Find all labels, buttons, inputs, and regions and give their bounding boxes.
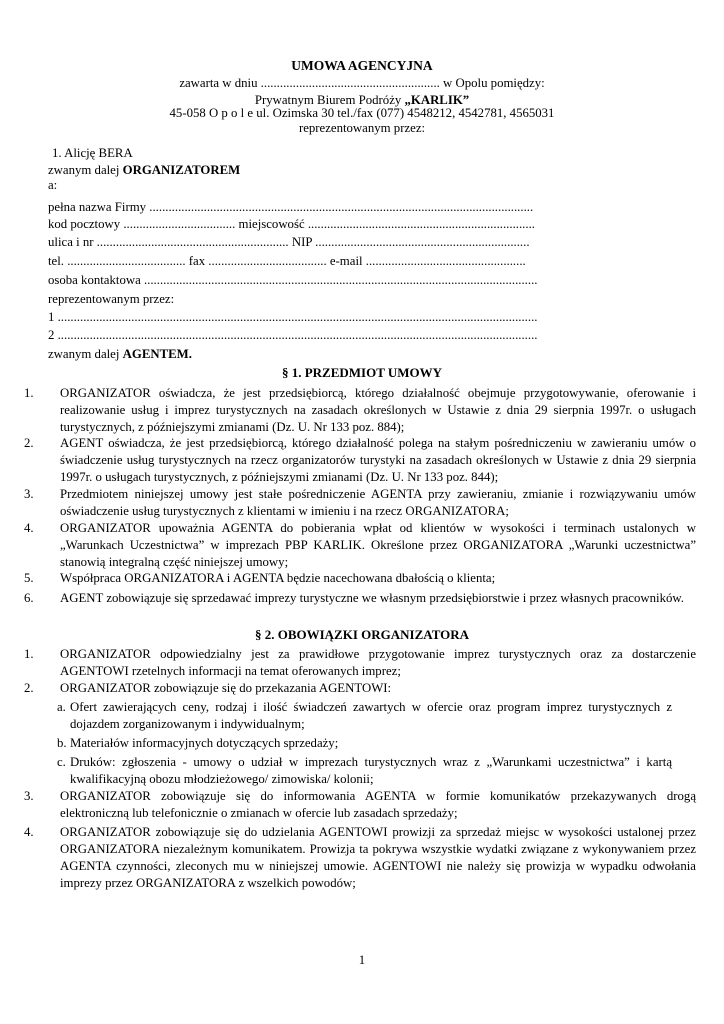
section2-heading: § 2. OBOWIĄZKI ORGANIZATORA <box>254 627 470 642</box>
street-nip-field: ulica i nr ............................................................ NIP ................................................................... <box>48 235 530 249</box>
agent-rep-1-field: 1 ...................................................................................................................................................... <box>48 310 538 324</box>
document-page: UMOWA AGENCYJNA zawarta w dniu ........................................................ w Opolu pomiędzy: Prywatnym Biurem Podróży „KARLIK” 45-058 O p o l e ul. Ozimska 30 tel./fax (077) 4548212, 4542781, 4565031 reprezentowanym przez: 1. Alicję BERA zwanym dalej ORGANIZATOREM a: pełna nazwa Firmy ........................................................................................................................ kod pocztowy ................................... miejscowość ....................................................................... ulica i nr ............................................................ NIP ................................................................... tel. ..................................... fax ..................................... e-mail .................................................. osoba kontaktowa ........................................................................................................................... reprezentowanym przez: 1 ...................................................................................................................................................... 2 ...................................................................................................................................................... zwanym dalej AGENTEM. § 1. PRZEDMIOT UMOWY 1. ORGANIZATOR oświadcza, że jest przedsiębiorcą, którego działalność obejmuje przygotowywanie, oferowanie i realizowanie usług i imprez turystycznych na zasadach określonych w Ustawie z dnia 29 sierpnia 1997r. o usługach turystycznych, z późniejszymi zmianami (Dz. U. Nr 133 poz. 884); 2. AGENT oświadcza, że jest przedsiębiorcą, którego działalność polega na stałym pośredniczeniu w zawieraniu umów o świadczenie usług turystycznych na rzecz organizatorów turystyki na zasadach określonych w Ustawie z dnia 29 sierpnia 1997r. o usługach turystycznych, z późniejszymi zmianami (Dz. U. Nr 133 poz. 844); 3. Przedmiotem niniejszej umowy jest stałe pośredniczenie AGENTA przy zawieraniu, zmianie i rozwiązywaniu umów oświadczenie usług turystycznych z klientami w imieniu i na rzecz ORGANIZATORA; 4. ORGANIZATOR upoważnia AGENTA do pobierania wpłat od klientów w wysokości i terminach ustalonych w „Warunkach Uczestnictwa” w imprezach PBP KARLIK. Określone przez ORGANIZATORA „Warunki uczestnictwa” stanowią integralną część niniejszej umowy; 5. Współpraca ORGANIZATORA i AGENTA będzie nacechowana dbałością o klienta; 6. AGENT zobowiązuje się sprzedawać imprezy turystyczne we własnym przedsiębiorstwie i przez własnych pracowników. § 2. OBOWIĄZKI ORGANIZATORA 1. ORGANIZATOR odpowiedzialny jest za prawidłowe przygotowanie imprez turystycznych oraz za dostarczenie AGENTOWI rzetelnych informacji na temat oferowanych imprez; 2. ORGANIZATOR zobowiązuje się do przekazania AGENTOWI: a. Ofert zawierających ceny, rodzaj i ilość świadczeń zawartych w ofercie oraz program imprez turystycznych z dojazdem zorganizowanym i indywidualnym; b. Materiałów informacyjnych dotyczących sprzedaży; c. Druków: zgłoszenia - umowy o udział w imprezach turystycznych wraz z „Warunkami uczestnictwa” i kartą kwalifikacyjną obozu młodzieżowego/ zimowiska/ kolonii; 3. ORGANIZATOR zobowiązuje się do informowania AGENTA w formie komunikatów przekazywanych drogą elektroniczną lub telefonicznie o zmianach w ofercie lub zasadach sprzedaży; 4. ORGANIZATOR zobowiązuje się do udzielania AGENTOWI prowizji za sprzedaż miejsc w wysokości ustalonej przez ORGANIZATORA niezależnym komunikatem. Prowizja ta pokrywa wszystkie wydatki związane z wykonywaniem przez AGENTA czynności, zleconych mu w niniejszej umowie. AGENTOWI nie należy się prowizja w wypadku odwołania imprezy przez ORGANIZATORA z wszelkich powodów; 1 <box>0 0 724 1024</box>
section1-heading: § 1. PRZEDMIOT UMOWY <box>281 365 443 380</box>
contract-date-line: zawarta w dniu ........................................................ w Opolu pomiędzy: <box>179 76 545 90</box>
postal-city-field: kod pocztowy ................................... miejscowość ....................................................................... <box>48 217 535 231</box>
contact-numbers-field: tel. ..................................... fax ..................................... e-mail .................................................. <box>48 254 526 268</box>
organizer-designation: zwanym dalej ORGANIZATOREM <box>48 163 241 177</box>
page-number: 1 <box>358 953 366 967</box>
contact-person-field: osoba kontaktowa ........................................................................................................................... <box>48 273 538 287</box>
full-name-field: pełna nazwa Firmy ........................................................................................................................ <box>48 200 534 214</box>
organizer-representative: 1. Alicję BERA <box>52 146 133 160</box>
agent-designation: zwanym dalej AGENTEM. <box>48 347 192 361</box>
document-title: UMOWA AGENCYJNA <box>291 58 433 73</box>
and-label: a: <box>48 178 58 192</box>
represented-by-line: reprezentowanym przez: <box>298 121 426 135</box>
organizer-name-line: Prywatnym Biurem Podróży „KARLIK” <box>254 93 470 107</box>
agent-rep-2-field: 2 ...................................................................................................................................................... <box>48 328 538 342</box>
organizer-address-line: 45-058 O p o l e ul. Ozimska 30 tel./fax (077) 4548212, 4542781, 4565031 <box>169 106 555 120</box>
agent-represented-label: reprezentowanym przez: <box>48 292 175 306</box>
